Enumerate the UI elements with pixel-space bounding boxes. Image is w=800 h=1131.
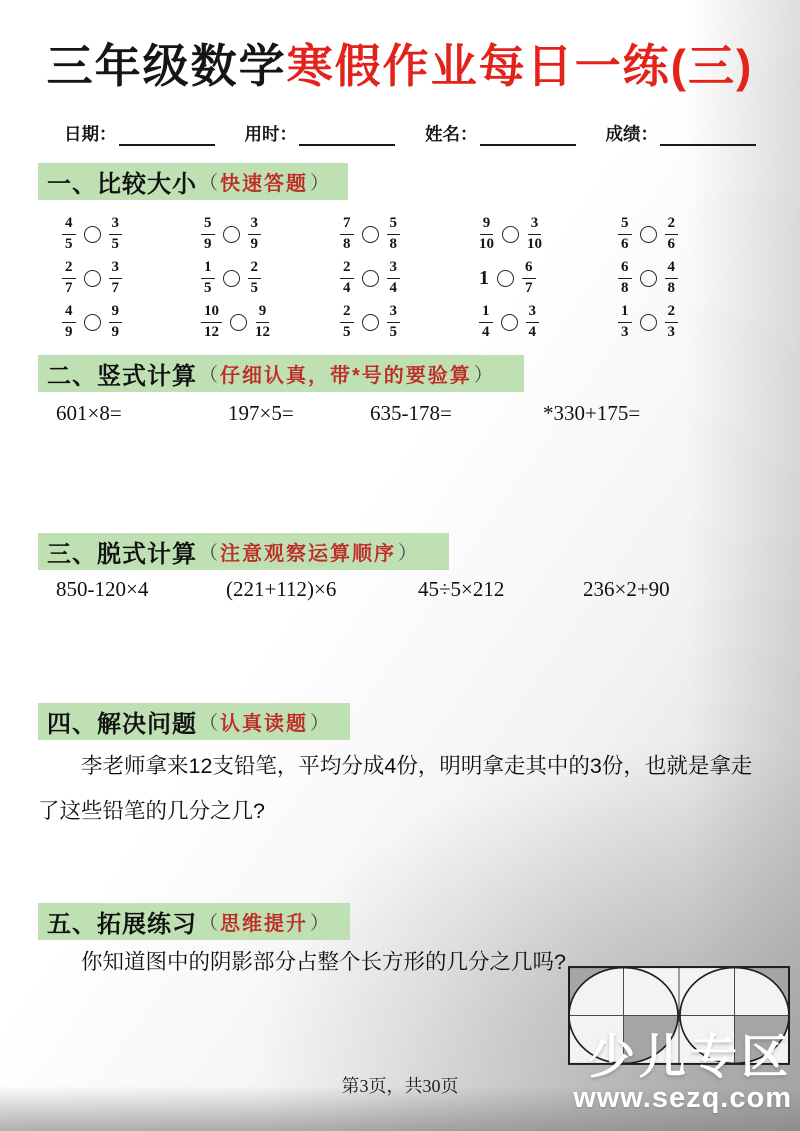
- fraction: $\frac{9}{12}$: [255, 303, 270, 340]
- name-blank[interactable]: [480, 123, 576, 146]
- section-hint: 注意观察运算顺序: [220, 543, 397, 565]
- paren-open: （: [199, 713, 219, 734]
- section-title: 四、解决问题: [47, 711, 197, 738]
- problem: 236×2+90: [583, 577, 670, 601]
- answer-circle[interactable]: [84, 226, 101, 243]
- fraction: $\frac{5}{8}$: [387, 216, 401, 252]
- fraction: $\frac{3}{4}$: [387, 260, 401, 296]
- problem: 850-120×4: [56, 577, 149, 601]
- problem: *330+175=: [543, 401, 641, 425]
- section-title: 三、脱式计算: [47, 541, 197, 568]
- comparison-item: [189, 212, 328, 256]
- comparison-item: [50, 256, 189, 300]
- paren-close: ）: [310, 173, 330, 194]
- problem: 635-178=: [370, 401, 452, 425]
- fraction: $\frac{2}{6}$: [665, 216, 679, 252]
- comparison-item: [606, 256, 745, 300]
- fraction: $\frac{2}{7}$: [62, 260, 76, 296]
- date-blank[interactable]: [119, 123, 215, 146]
- fraction: $\frac{5}{9}$: [201, 216, 215, 252]
- fraction: $\frac{3}{10}$: [527, 215, 542, 252]
- section-title: 一、比较大小: [47, 171, 197, 198]
- fraction: $\frac{9}{9}$: [109, 304, 123, 340]
- comparison-item: [328, 300, 467, 344]
- fraction: $\frac{4}{8}$: [665, 260, 679, 296]
- comparison-item: [50, 212, 189, 256]
- word-problem-text: 李老师拿来12支铅笔，平均分成4份，明明拿走其中的3份，也就是拿走了这些铅笔的几分之几?: [38, 754, 753, 823]
- fraction: $\frac{6}{7}$: [522, 260, 536, 296]
- answer-circle[interactable]: [501, 314, 518, 331]
- fraction: $\frac{1}{5}$: [201, 260, 215, 296]
- meta-field-score: [606, 121, 757, 146]
- fraction: $\frac{3}{9}$: [248, 216, 262, 252]
- fraction: $\frac{4}{9}$: [62, 304, 76, 340]
- section-title: 二、竖式计算: [47, 363, 197, 390]
- fraction: $\frac{3}{7}$: [109, 260, 123, 296]
- section-heading-word-problem: [38, 703, 350, 740]
- extension-question: 你知道图中的阴影部分占整个长方形的几分之几吗?: [81, 950, 566, 974]
- meta-field-date: [64, 121, 215, 146]
- fraction: $\frac{7}{8}$: [340, 216, 354, 252]
- fraction: $\frac{2}{5}$: [248, 260, 262, 296]
- paren-open: （: [199, 365, 219, 386]
- section-title: 五、拓展练习: [47, 911, 197, 938]
- answer-circle[interactable]: [497, 270, 514, 287]
- watermark-site: www.sezq.com: [573, 1082, 792, 1114]
- answer-circle[interactable]: [223, 226, 240, 243]
- section-heading-stepwise: [38, 533, 449, 570]
- section-hint: 快速答题: [220, 173, 309, 195]
- problem: 197×5=: [228, 401, 294, 425]
- fraction: $\frac{3}{4}$: [526, 304, 540, 340]
- paren-open: （: [199, 543, 219, 564]
- fraction: $\frac{9}{10}$: [479, 215, 494, 252]
- section-heading-extension: [38, 903, 350, 940]
- answer-circle[interactable]: [230, 314, 247, 331]
- comparison-item: [606, 212, 745, 256]
- page-title-black: 三年级数学: [46, 40, 287, 92]
- section-hint: 思维提升: [220, 913, 309, 935]
- problem: 45÷5×212: [418, 577, 505, 601]
- answer-circle[interactable]: [640, 226, 657, 243]
- stepwise-problems: [56, 577, 760, 602]
- comparison-item: [606, 300, 745, 344]
- paren-close: ）: [310, 713, 330, 734]
- answer-circle[interactable]: [640, 314, 657, 331]
- fraction: $\frac{10}{12}$: [201, 304, 222, 340]
- meta-field-time: [245, 121, 396, 146]
- answer-circle[interactable]: [640, 270, 657, 287]
- comparison-item: [328, 212, 467, 256]
- meta-label: 姓名：: [425, 124, 478, 144]
- meta-field-name: [425, 121, 576, 146]
- answer-circle[interactable]: [362, 314, 379, 331]
- paren-close: ）: [310, 913, 330, 934]
- fraction: $\frac{6}{8}$: [618, 260, 632, 296]
- comparison-item: [467, 212, 606, 256]
- meta-label: 用时：: [244, 124, 297, 144]
- problem: (221+112)×6: [226, 577, 337, 601]
- comparison-item: [189, 256, 328, 300]
- fraction: $\frac{1}{3}$: [618, 304, 632, 340]
- meta-label: 成绩：: [605, 124, 658, 144]
- comparison-item: [328, 256, 467, 300]
- fraction: $\frac{2}{5}$: [340, 304, 354, 340]
- answer-circle[interactable]: [84, 314, 101, 331]
- answer-circle[interactable]: [84, 270, 101, 287]
- paren-close: ）: [398, 543, 418, 564]
- meta-row: [64, 121, 756, 146]
- section-heading-vertical: [38, 355, 524, 392]
- watermark: [573, 1030, 792, 1114]
- comparison-item: [467, 256, 606, 300]
- fraction: $\frac{3}{5}$: [387, 304, 401, 340]
- section-heading-compare: [38, 163, 348, 200]
- whole-number: 1: [479, 266, 489, 289]
- score-blank[interactable]: [660, 123, 756, 146]
- answer-circle[interactable]: [502, 226, 519, 243]
- paren-close: ）: [473, 365, 493, 386]
- fraction: $\frac{2}{3}$: [665, 304, 679, 340]
- answer-circle[interactable]: [223, 270, 240, 287]
- section-hint: 仔细认真，带*号的要验算: [220, 365, 472, 387]
- fraction: $\frac{3}{5}$: [109, 216, 123, 252]
- problem: 601×8=: [56, 401, 122, 425]
- comparison-item: [50, 300, 189, 344]
- watermark-brand: 少儿专区: [588, 1030, 792, 1083]
- paren-open: （: [199, 173, 219, 194]
- fraction: $\frac{2}{4}$: [340, 260, 354, 296]
- meta-label: 日期：: [64, 124, 117, 144]
- comparison-item: [189, 300, 328, 344]
- comparison-grid: [50, 212, 745, 344]
- time-blank[interactable]: [299, 123, 395, 146]
- page-title-red: 寒假作业每日一练(三): [286, 40, 754, 92]
- fraction: $\frac{4}{5}$: [62, 216, 76, 252]
- fraction: $\frac{1}{4}$: [479, 304, 493, 340]
- comparison-item: [467, 300, 606, 344]
- answer-circle[interactable]: [362, 270, 379, 287]
- fraction: $\frac{5}{6}$: [618, 216, 632, 252]
- section-hint: 认真读题: [220, 713, 309, 735]
- paren-open: （: [199, 913, 219, 934]
- vertical-problems: [56, 401, 760, 426]
- answer-circle[interactable]: [362, 226, 379, 243]
- page-title: [0, 30, 800, 96]
- page-number: 第3页，共30页: [341, 1076, 459, 1096]
